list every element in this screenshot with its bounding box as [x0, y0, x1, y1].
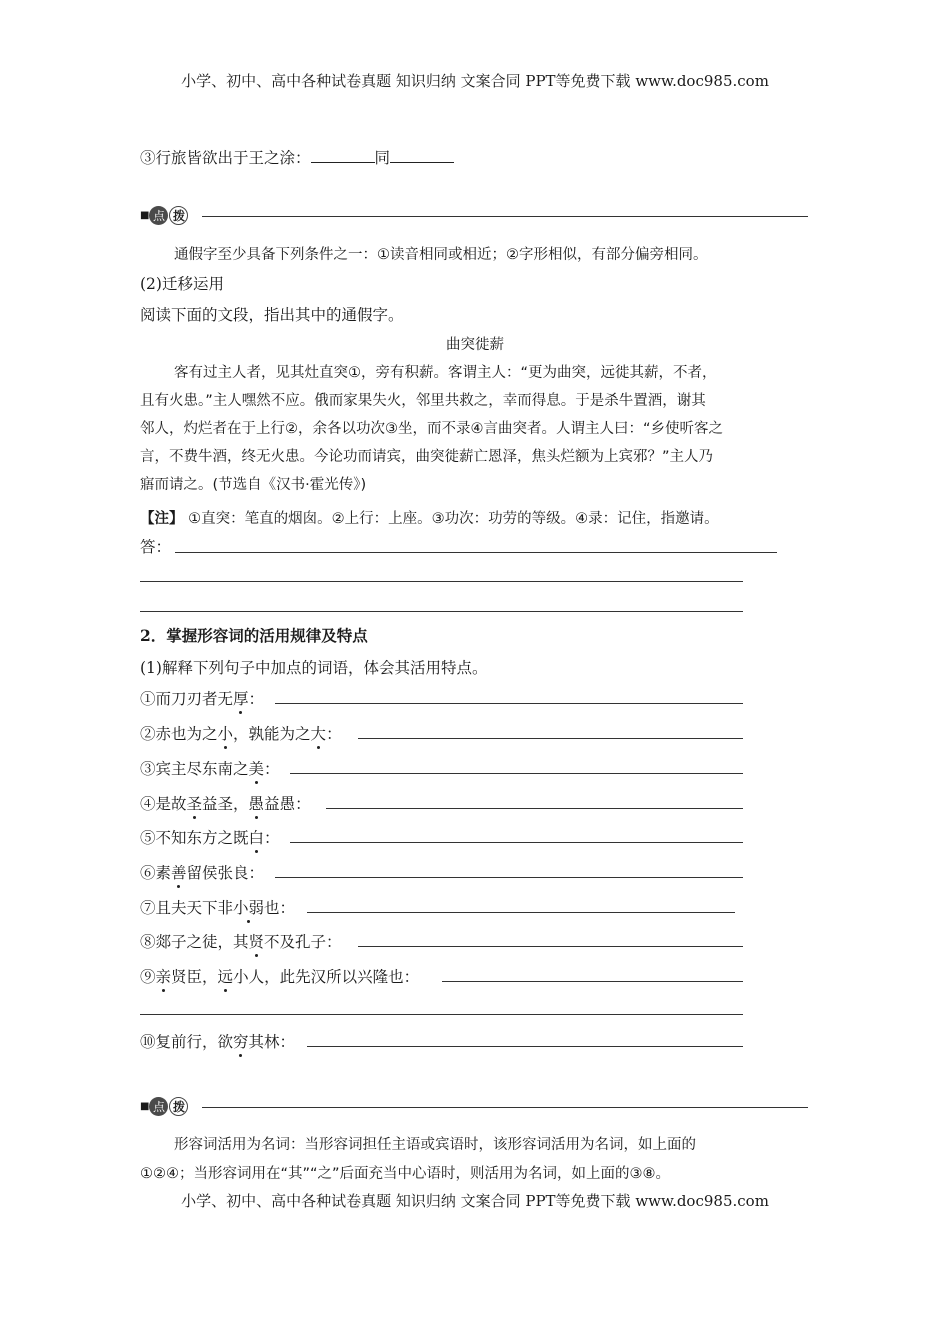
- passage-line: 寤而请之。(节选自《汉书·霍光传》): [140, 477, 367, 493]
- answer-blank[interactable]: [311, 148, 375, 163]
- answer-line[interactable]: [275, 703, 743, 704]
- item-text: ：: [248, 690, 265, 708]
- dotted-word: 大: [310, 725, 327, 743]
- exercise-item: [140, 1030, 295, 1052]
- item-text: 不及孔子：: [264, 933, 342, 951]
- section-2-heading: (2)迁移运用: [140, 275, 224, 293]
- divider: [202, 216, 808, 217]
- answer-line[interactable]: [290, 842, 743, 843]
- tip-badge-a: 点: [149, 1097, 168, 1116]
- item-text: ⑦且夫天下非: [140, 899, 234, 917]
- tip-badge-b: 拨: [169, 206, 188, 225]
- question-3: [140, 146, 454, 168]
- page-footer: 小学、初中、高中各种试卷真题 知识归纳 文案合同 PPT等免费下载 www.doc985.com: [181, 1192, 769, 1210]
- item-text: 其林：: [248, 1033, 296, 1051]
- note-text: ①直突：笔直的烟囱。②上行：上座。③功次：功劳的等级。④录：记住，指邀请。: [188, 511, 719, 527]
- item-text: ②赤也为之: [140, 725, 218, 743]
- dotted-word: 小弱: [233, 899, 265, 917]
- dotted-word: 小: [217, 725, 234, 743]
- answer-blank[interactable]: [390, 148, 454, 163]
- item-text: 益圣，: [202, 795, 249, 813]
- exercise-item: [140, 687, 264, 709]
- question-3-mid: 同: [374, 149, 391, 167]
- section-2-instruction: 阅读下面的文段，指出其中的通假字。: [140, 306, 404, 324]
- note: [140, 507, 719, 528]
- dotted-word: 圣: [186, 795, 203, 813]
- item-text: ①而刀刃者无: [140, 690, 234, 708]
- dotted-word: 贤: [248, 933, 265, 951]
- answer-line[interactable]: [140, 611, 743, 612]
- dotted-word: 远: [217, 968, 234, 986]
- item-text: ⑥素: [140, 864, 172, 882]
- exercise-item: [140, 861, 264, 883]
- item-text: ：: [264, 829, 280, 847]
- tip-badge: [140, 206, 189, 225]
- answer-line[interactable]: [140, 1014, 743, 1015]
- answer-line[interactable]: [442, 981, 743, 982]
- answer-row: [140, 535, 171, 557]
- tip-2-line: ①②④；当形容词用在“其”“之”后面充当中心语时，则活用为名词，如上面的③⑧。: [140, 1166, 671, 1182]
- exercise-item: [140, 792, 311, 814]
- item-text: ，孰能为之: [233, 725, 311, 743]
- passage-title: 曲突徙薪: [446, 337, 504, 353]
- item-text: ⑤不知东方之既: [140, 829, 249, 847]
- answer-line[interactable]: [175, 552, 777, 553]
- tip-badge-b: 拨: [169, 1097, 188, 1116]
- item-text: 也：: [264, 899, 296, 917]
- tip-badge: [140, 1097, 189, 1116]
- passage-line: 言，不费牛酒，终无火患。今论功而请宾，曲突徙薪亡恩泽，焦头烂额为上宾邪？”主人乃: [140, 449, 714, 465]
- dotted-word: 善: [171, 864, 187, 882]
- answer-line[interactable]: [140, 581, 743, 582]
- item-text: 小人，此先汉所以兴隆也：: [233, 968, 420, 986]
- answer-line[interactable]: [275, 877, 743, 878]
- item-text: ④是故: [140, 795, 187, 813]
- question-3-label: ③行旅皆欲出于王之涂：: [140, 149, 311, 167]
- item-text: ③宾主尽东南之: [140, 760, 249, 778]
- answer-line[interactable]: [326, 808, 743, 809]
- exercise-item: [140, 930, 342, 952]
- dotted-word: 白: [248, 829, 265, 847]
- exercise-item: [140, 826, 280, 848]
- answer-line[interactable]: [307, 1046, 743, 1047]
- passage-line: 且有火患。”主人嘿然不应。俄而家果失火，邻里共救之，幸而得息。于是杀牛置酒，谢其: [140, 393, 706, 409]
- dotted-word: 穷: [233, 1033, 249, 1051]
- dots-icon: ■: [140, 210, 148, 221]
- part-2-instruction: (1)解释下列句子中加点的词语，体会其活用特点。: [140, 659, 488, 677]
- item-text: 贤臣，: [171, 968, 218, 986]
- part-2-heading: 2．掌握形容词的活用规律及特点: [140, 626, 368, 645]
- item-text: 益愚：: [264, 795, 311, 813]
- divider: [202, 1107, 808, 1108]
- dots-icon: ■: [140, 1101, 148, 1112]
- item-text: ：: [326, 725, 342, 743]
- item-text: ⑧郯子之徒，其: [140, 933, 249, 951]
- tip-badge-a: 点: [149, 206, 168, 225]
- dotted-word: 愚: [248, 795, 265, 813]
- dotted-word: 厚: [233, 690, 249, 708]
- passage-line: 客有过主人者，见其灶直突①，旁有积薪。客谓主人：“更为曲突，远徙其薪，不者，: [174, 365, 717, 381]
- dotted-word: 美: [248, 760, 265, 778]
- item-text: ⑩复前行，欲: [140, 1033, 234, 1051]
- exercise-item: [140, 722, 342, 744]
- tip-1-text: 通假字至少具备下列条件之一：①读音相同或相近；②字形相似，有部分偏旁相同。: [174, 247, 708, 263]
- passage-line: 邻人，灼烂者在于上行②，余各以功次③坐，而不录④言曲突者。人谓主人曰：“乡使听客之: [140, 421, 724, 437]
- note-label: 【注】: [140, 511, 184, 527]
- tip-2-line: 形容词活用为名词：当形容词担任主语或宾语时，该形容词活用为名词，如上面的: [174, 1137, 696, 1153]
- page-header: 小学、初中、高中各种试卷真题 知识归纳 文案合同 PPT等免费下载 www.doc985.com: [181, 72, 769, 90]
- exercise-item: [140, 757, 280, 779]
- answer-line[interactable]: [358, 946, 743, 947]
- exercise-item: [140, 965, 419, 987]
- dotted-word: 亲: [155, 968, 172, 986]
- item-text: ：: [264, 760, 280, 778]
- answer-line[interactable]: [307, 912, 735, 913]
- item-text: ⑨: [140, 968, 156, 986]
- item-text: 留侯张良：: [186, 864, 265, 882]
- answer-label: 答：: [140, 538, 172, 556]
- answer-line[interactable]: [358, 738, 743, 739]
- answer-line[interactable]: [290, 773, 743, 774]
- exercise-item: [140, 896, 295, 918]
